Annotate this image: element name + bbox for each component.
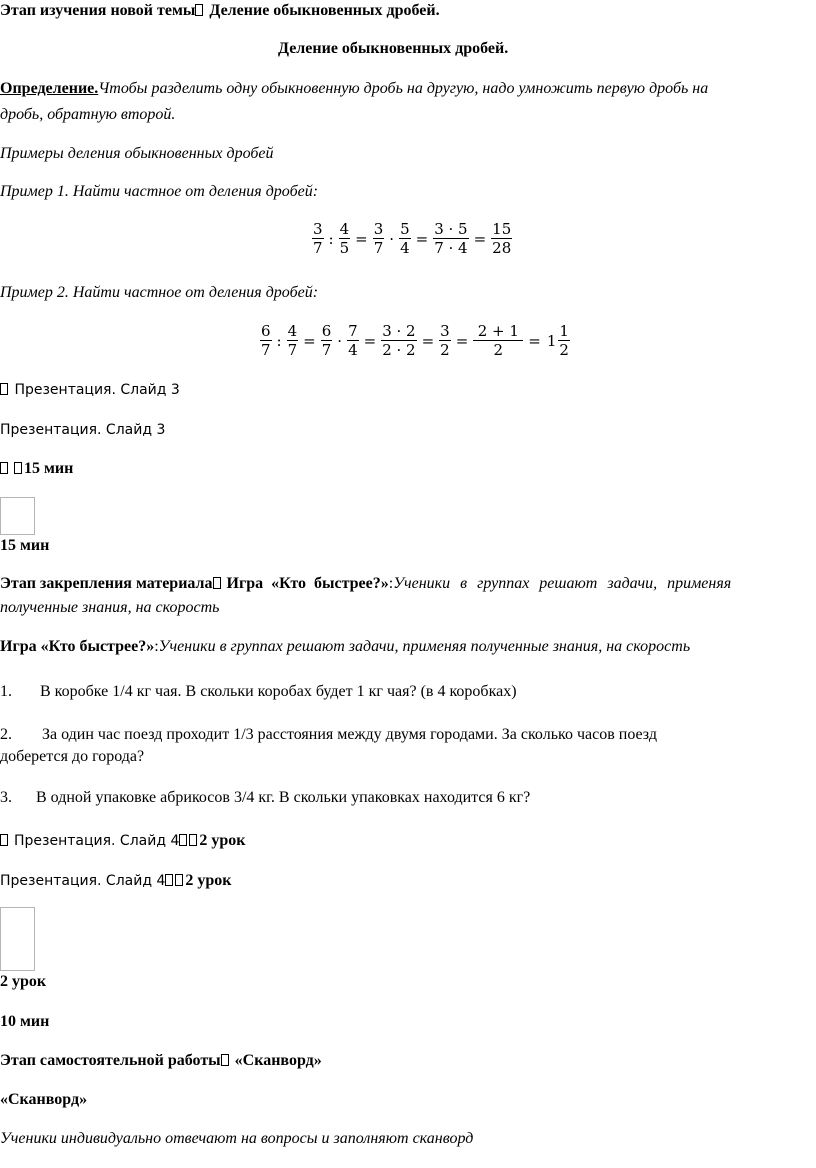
definition-text: Чтобы разделить одну обыкновенную дробь на другую, надо умножить первую дробь на: [98, 80, 709, 97]
stage3-name: «Сканворд»: [234, 1052, 322, 1069]
page-title: Деление обыкновенных дробей.: [278, 40, 509, 57]
game-desc: Ученики в группах решают задачи, применяя полученные знания, на скорость: [158, 638, 691, 655]
lesson2-label: 2 урок: [0, 973, 47, 990]
definition-line2: дробь, обратную второй.: [0, 106, 176, 123]
fraction: $\frac{3}{7}$: [373, 220, 384, 257]
missing-glyph-icon: [221, 1054, 229, 1066]
task-text: За один час поезд проходит 1/3 расстояния между двумя городами. За сколько часов поезд: [42, 726, 657, 743]
example1-label: Пример 1. Найти частное от деления дробей:: [0, 183, 319, 200]
missing-glyph-icon: [0, 462, 8, 474]
stage2-desc: Ученики в группах решают задачи, применяя: [393, 575, 732, 592]
fraction: $\frac{5}{4}$: [400, 220, 410, 257]
stage-title: Этап изучения новой темы: [0, 2, 196, 19]
missing-glyph-icon: [175, 874, 183, 886]
fraction: $\frac{6}{7}$: [261, 322, 271, 359]
slide-label: Презентация. Слайд 4: [14, 833, 180, 849]
slide3-line-a: [0, 382, 180, 398]
placeholder-image: [0, 907, 35, 971]
time-label: 15 мин: [24, 460, 74, 477]
time-line-a: [0, 460, 73, 478]
stage3-title: Этап самостоятельной работы: [0, 1052, 221, 1069]
missing-glyph-icon: [189, 834, 197, 846]
lesson-label: 2 урок: [199, 832, 246, 849]
fraction: $\frac{3}{2}$: [440, 322, 450, 359]
slide4-line-b: [0, 872, 232, 890]
task-item: 1. В коробке 1/4 кг чая. В скольки коробах будет 1 кг чая? (в 4 коробках): [0, 683, 517, 700]
fraction: $\frac{15}{28}$: [492, 220, 512, 257]
stage-topic: Деление обыкновенных дробей.: [209, 2, 440, 19]
example1-formula: $\frac{3}{7}$ : $\frac{4}{5}$ = $\frac{3}{7}$ · $\frac{5}{4}$ = $\frac{3 \cdot 5}{7 \cdot 4}$ = $\frac{15}{28}$: [313, 220, 512, 257]
task-text-cont: доберется до города?: [0, 748, 145, 765]
example2-label: Пример 2. Найти частное от деления дробей:: [0, 284, 319, 301]
missing-glyph-icon: [0, 383, 8, 395]
example2-formula: $\frac{6}{7}$ : $\frac{4}{7}$ = $\frac{6}{7}$ · $\frac{7}{4}$ = $\frac{3 \cdot 2}{2 \cdot 2}$ = $\frac{3}{2}$ = $\frac{2 + 1}{2}$ = 1 $\frac{1}{2}$: [261, 322, 569, 359]
task-item: 2. За один час поезд проходит 1/3 расстояния между двумя городами. За сколько часов поезд: [0, 726, 657, 743]
fraction: $\frac{4}{5}$: [339, 220, 350, 257]
missing-glyph-icon: [213, 577, 221, 589]
time10-label: 10 мин: [0, 1013, 50, 1030]
stage2-game: Игра «Кто быстрее?»: [226, 575, 389, 592]
definition-label: Определение.: [0, 80, 99, 97]
stage2-title: Этап закрепления материала: [0, 575, 213, 592]
stage2-line2: полученные знания, на скорость: [0, 599, 220, 616]
task-text: В одной упаковке абрикосов 3/4 кг. В скольки упаковках находится 6 кг?: [36, 789, 531, 806]
game-title: Игра «Кто быстрее?»: [0, 638, 155, 655]
missing-glyph-icon: [165, 874, 173, 886]
fraction: $\frac{4}{7}$: [287, 322, 298, 359]
placeholder-image: [0, 497, 35, 535]
missing-glyph-icon: [0, 834, 8, 846]
missing-glyph-icon: [195, 4, 203, 16]
examples-heading: Примеры деления обыкновенных дробей: [0, 145, 274, 162]
fraction: $\frac{3 \cdot 2}{2 \cdot 2}$: [382, 322, 416, 359]
game-line: Игра «Кто быстрее?»:Ученики в группах решают задачи, применяя полученные знания, на скорость: [0, 638, 691, 655]
fraction: $\frac{2 + 1}{2}$: [473, 322, 523, 359]
fraction: $\frac{3}{7}$: [313, 220, 323, 257]
task-text: В коробке 1/4 кг чая. В скольки коробах будет 1 кг чая? (в 4 коробках): [40, 683, 517, 700]
fraction: $\frac{6}{7}$: [321, 322, 332, 359]
fraction: $\frac{3 \cdot 5}{7 \cdot 4}$: [434, 220, 468, 257]
fraction: $\frac{1}{2}$: [559, 322, 569, 359]
missing-glyph-icon: [179, 834, 187, 846]
slide-label: Презентация. Слайд 3: [14, 382, 180, 398]
slide4-line-a: [0, 832, 246, 850]
time-line-b: 15 мин: [0, 537, 50, 554]
fraction: $\frac{7}{4}$: [348, 322, 358, 359]
definition-line1: [0, 80, 708, 98]
missing-glyph-icon: [14, 462, 22, 474]
slide-label: Презентация. Слайд 4: [0, 873, 166, 889]
final-line: Ученики индивидуально отвечают на вопросы и заполняют сканворд: [0, 1130, 474, 1147]
lesson-label: 2 урок: [185, 872, 232, 889]
stage2-line1: Этап закрепления материала Игра «Кто быстрее?»:Ученики в группах решают задачи, применяя: [0, 575, 732, 592]
stage-header: [0, 2, 440, 20]
scanword-label: «Сканворд»: [0, 1091, 88, 1108]
slide3-line-b: Презентация. Слайд 3: [0, 422, 166, 438]
stage3-line: [0, 1052, 322, 1070]
task-item: 3. В одной упаковке абрикосов 3/4 кг. В скольки упаковках находится 6 кг?: [0, 789, 531, 806]
